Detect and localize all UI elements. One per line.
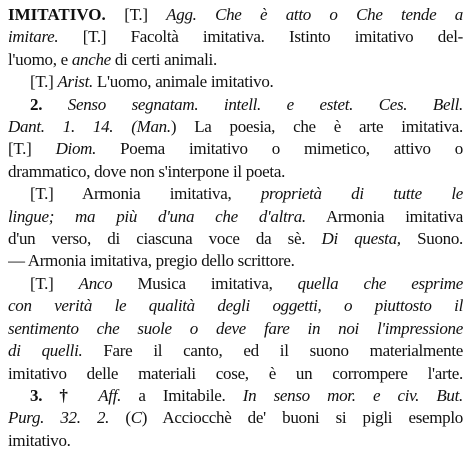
entry-line-5: 2. Senso segnatam. intell. e estet. Ces. Bell. bbox=[30, 94, 463, 114]
entry-line-1 bbox=[8, 4, 463, 26]
entry-line-20: imitativo. bbox=[8, 430, 71, 450]
entry-line-4: [T.] Arist. L'uomo, animale imitativo. bbox=[30, 72, 274, 92]
entry-line-17: imitativo delle materiali cose, è un corrompere l'arte. bbox=[8, 363, 463, 383]
entry-line-3: l'uomo, e anche di certi animali. bbox=[8, 49, 217, 69]
entry-line-15: sentimento che suole o deve fare in noi l'impressione bbox=[8, 318, 463, 338]
sense-number-3: 3. † bbox=[30, 385, 99, 405]
entry-line-9: [T.] Armonia imitativa, proprietà di tutte le bbox=[30, 184, 463, 204]
entry-line-14: con verità le qualità degli oggetti, o piuttosto il bbox=[8, 296, 463, 316]
tag-t: [T.] bbox=[124, 5, 148, 24]
entry-line-2: imitare. [T.] Facoltà imitativa. Istinto imitativo del- bbox=[8, 27, 463, 47]
definition-italic: Agg. Che è atto o Che tende a bbox=[166, 5, 463, 24]
sense-number-2: 2. bbox=[30, 94, 68, 114]
entry-line-12: — Armonia imitativa, pregio dello scrittore. bbox=[8, 251, 295, 271]
entry-line-19: Purg. 32. 2. (C) Acciocchè de' buoni si pigli esemplo bbox=[8, 408, 463, 428]
entry-line-6: Dant. 1. 14. (Man.) La poesia, che è arte imitativa. bbox=[8, 117, 463, 137]
entry-line-18: 3. † Aff. a Imitabile. In senso mor. e civ. But. bbox=[30, 385, 463, 405]
entry-line-16: di quelli. Fare il canto, ed il suono materialmente bbox=[8, 341, 463, 361]
entry-line-8: drammatico, dove non s'interpone il poeta. bbox=[8, 161, 286, 181]
headword: IMITATIVO. bbox=[8, 5, 106, 24]
entry-line-10: lingue; ma più d'una che d'altra. Armonia imitativa bbox=[8, 206, 463, 226]
entry-line-7: [T.] Diom. Poema imitativo o mimetico, attivo o bbox=[8, 139, 463, 159]
entry-line-11: d'un verso, di ciascuna voce da sè. Di questa, Suono. bbox=[8, 229, 463, 249]
entry-line-13: [T.] Anco Musica imitativa, quella che esprime bbox=[30, 273, 463, 293]
